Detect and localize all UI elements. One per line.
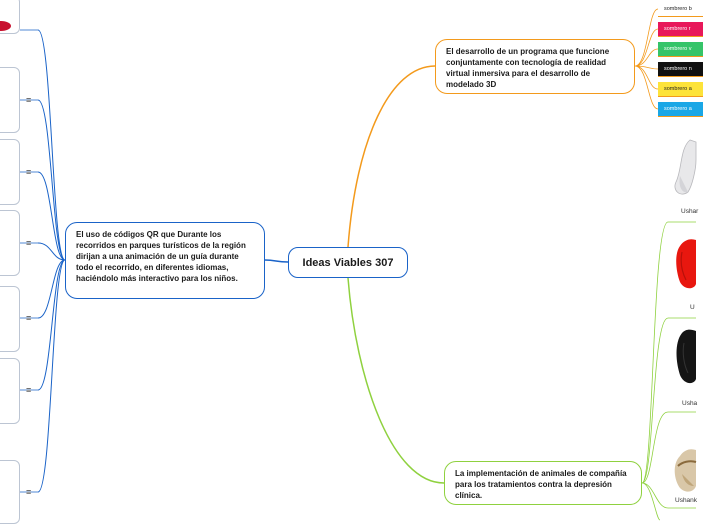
hat-tag-label: sombrero a — [664, 86, 692, 92]
hat-tag-yellow[interactable] — [658, 82, 703, 97]
menu-icon[interactable]: ≡ — [26, 95, 32, 105]
image-card-4[interactable] — [0, 210, 20, 276]
red-ushanka-hat-icon — [670, 232, 696, 298]
central-topic[interactable] — [288, 247, 408, 278]
white-ushanka-hat-icon — [668, 130, 696, 210]
menu-icon[interactable]: ≡ — [26, 487, 32, 497]
image-card-6[interactable] — [0, 358, 20, 424]
menu-icon[interactable]: ≡ — [26, 385, 32, 395]
image-card-3[interactable] — [0, 139, 20, 205]
idea-qr-codes-text: El uso de códigos QR que Durante los recorridos en parques turísticos de la región dirijan a una animación de un guía durante todo el recorrido, en diferentes idiomas, haciéndolo más interactivo para los niños. — [76, 230, 246, 283]
hat-tag-red[interactable] — [658, 22, 703, 37]
central-topic-label: Ideas Viables 307 — [302, 256, 394, 269]
hat-caption: Ushar — [681, 208, 699, 215]
idea-companion-animals[interactable] — [444, 461, 642, 505]
hat-caption: U — [690, 304, 695, 311]
hat-tag-label: sombrero v — [664, 46, 692, 52]
idea-virtual-reality[interactable] — [435, 39, 635, 94]
menu-icon[interactable]: ≡ — [26, 238, 32, 248]
hat-tag-blue[interactable] — [658, 102, 703, 117]
menu-icon[interactable]: ≡ — [26, 313, 32, 323]
hat-tag-label: sombrero a — [664, 106, 692, 112]
beige-ushanka-hat-icon — [670, 446, 696, 496]
idea-virtual-reality-text: El desarrollo de un programa que funcione conjuntamente con tecnología de realidad virtual inmersiva para el desarrollo de modelado 3D — [446, 47, 610, 89]
hat-tag-label: sombrero r — [664, 26, 691, 32]
hat-caption: Usha — [682, 400, 698, 407]
menu-icon[interactable]: ≡ — [26, 167, 32, 177]
hat-tag-white[interactable] — [658, 2, 703, 17]
image-card-7[interactable] — [0, 460, 20, 524]
hat-tag-label: sombrero n — [664, 66, 692, 72]
image-card-red-hat[interactable] — [0, 0, 20, 34]
hat-tag-black[interactable] — [658, 62, 703, 77]
idea-qr-codes[interactable] — [65, 222, 265, 299]
image-card-5[interactable] — [0, 286, 20, 352]
hat-tag-green[interactable] — [658, 42, 703, 57]
idea-companion-animals-text: La implementación de animales de compañía para los tratamientos contra la depresión clínica. — [455, 469, 627, 500]
image-card-2[interactable] — [0, 67, 20, 133]
black-ushanka-hat-icon — [670, 325, 696, 391]
hat-tag-label: sombrero b — [664, 6, 692, 12]
hat-caption: Ushank — [675, 497, 698, 504]
red-hat-thumbnail-icon — [0, 0, 19, 33]
